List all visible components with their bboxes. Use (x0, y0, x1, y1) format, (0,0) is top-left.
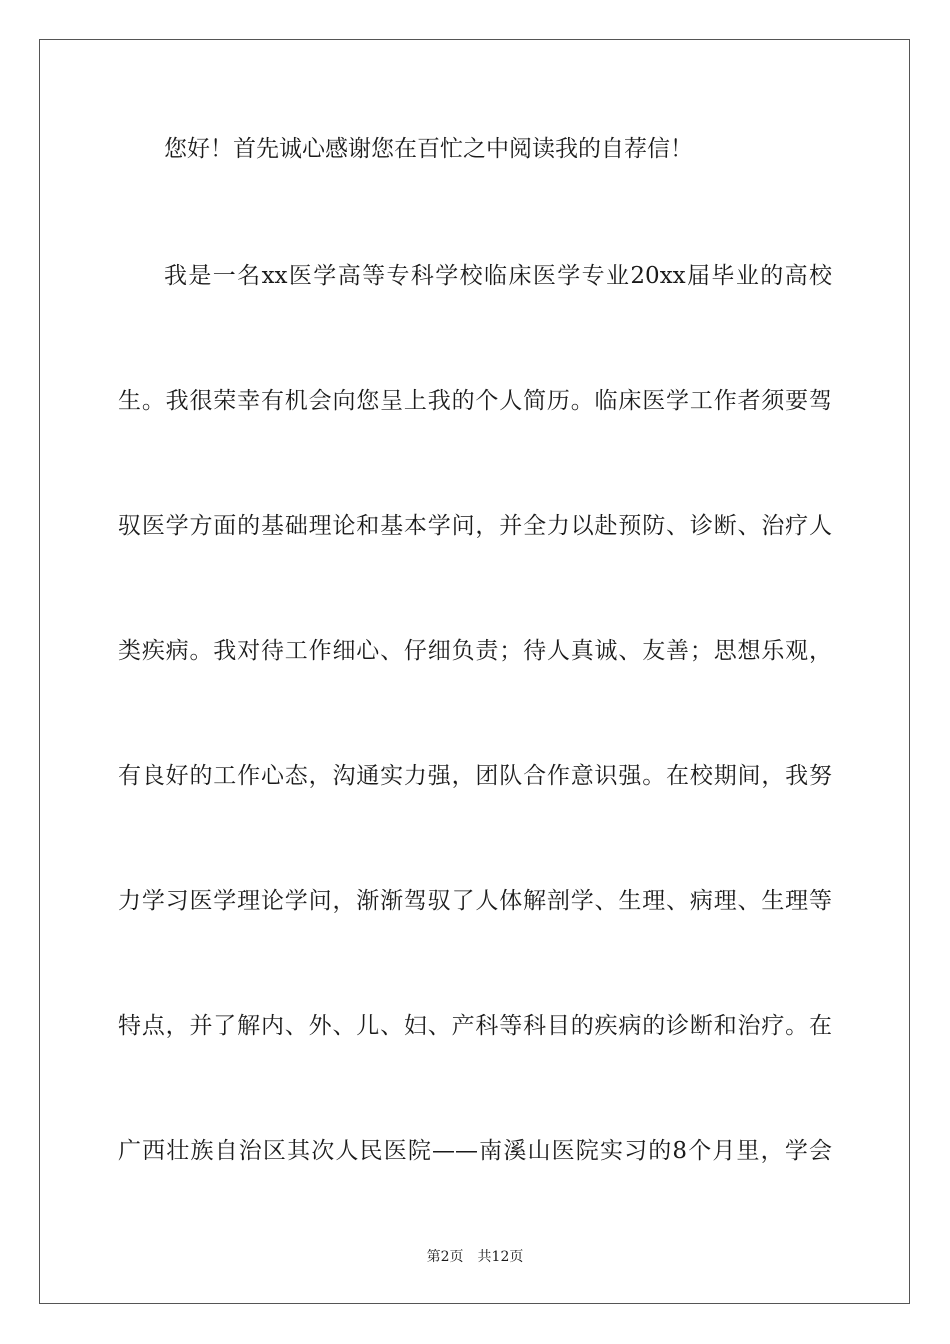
paragraph-line: 力学习医学理论学问，渐渐驾驭了人体解剖学、生理、病理、生理等 (118, 888, 832, 914)
paragraph-line: 生。我很荣幸有机会向您呈上我的个人简历。临床医学工作者须要驾 (118, 388, 832, 414)
page-border (39, 39, 910, 1304)
paragraph-line: 广西壮族自治区其次人民医院——南溪山医院实习的8个月里，学会 (118, 1138, 832, 1164)
paragraph-line: 特点，并了解内、外、儿、妇、产科等科目的疾病的诊断和治疗。在 (118, 1013, 832, 1039)
paragraph-line: 我是一名xx医学高等专科学校临床医学专业20xx届毕业的高校 (164, 263, 832, 289)
page-total: 共12页 (477, 1249, 524, 1265)
paragraph-line: 有良好的工作心态，沟通实力强，团队合作意识强。在校期间，我努 (118, 763, 832, 789)
page-footer (0, 1248, 950, 1266)
greeting-line: 您好！首先诚心感谢您在百忙之中阅读我的自荐信！ (164, 136, 693, 162)
page-number: 第2页 (426, 1249, 464, 1265)
paragraph-line: 类疾病。我对待工作细心、仔细负责；待人真诚、友善；思想乐观， (118, 638, 832, 664)
paragraph-line: 驭医学方面的基础理论和基本学问，并全力以赴预防、诊断、治疗人 (118, 513, 832, 539)
